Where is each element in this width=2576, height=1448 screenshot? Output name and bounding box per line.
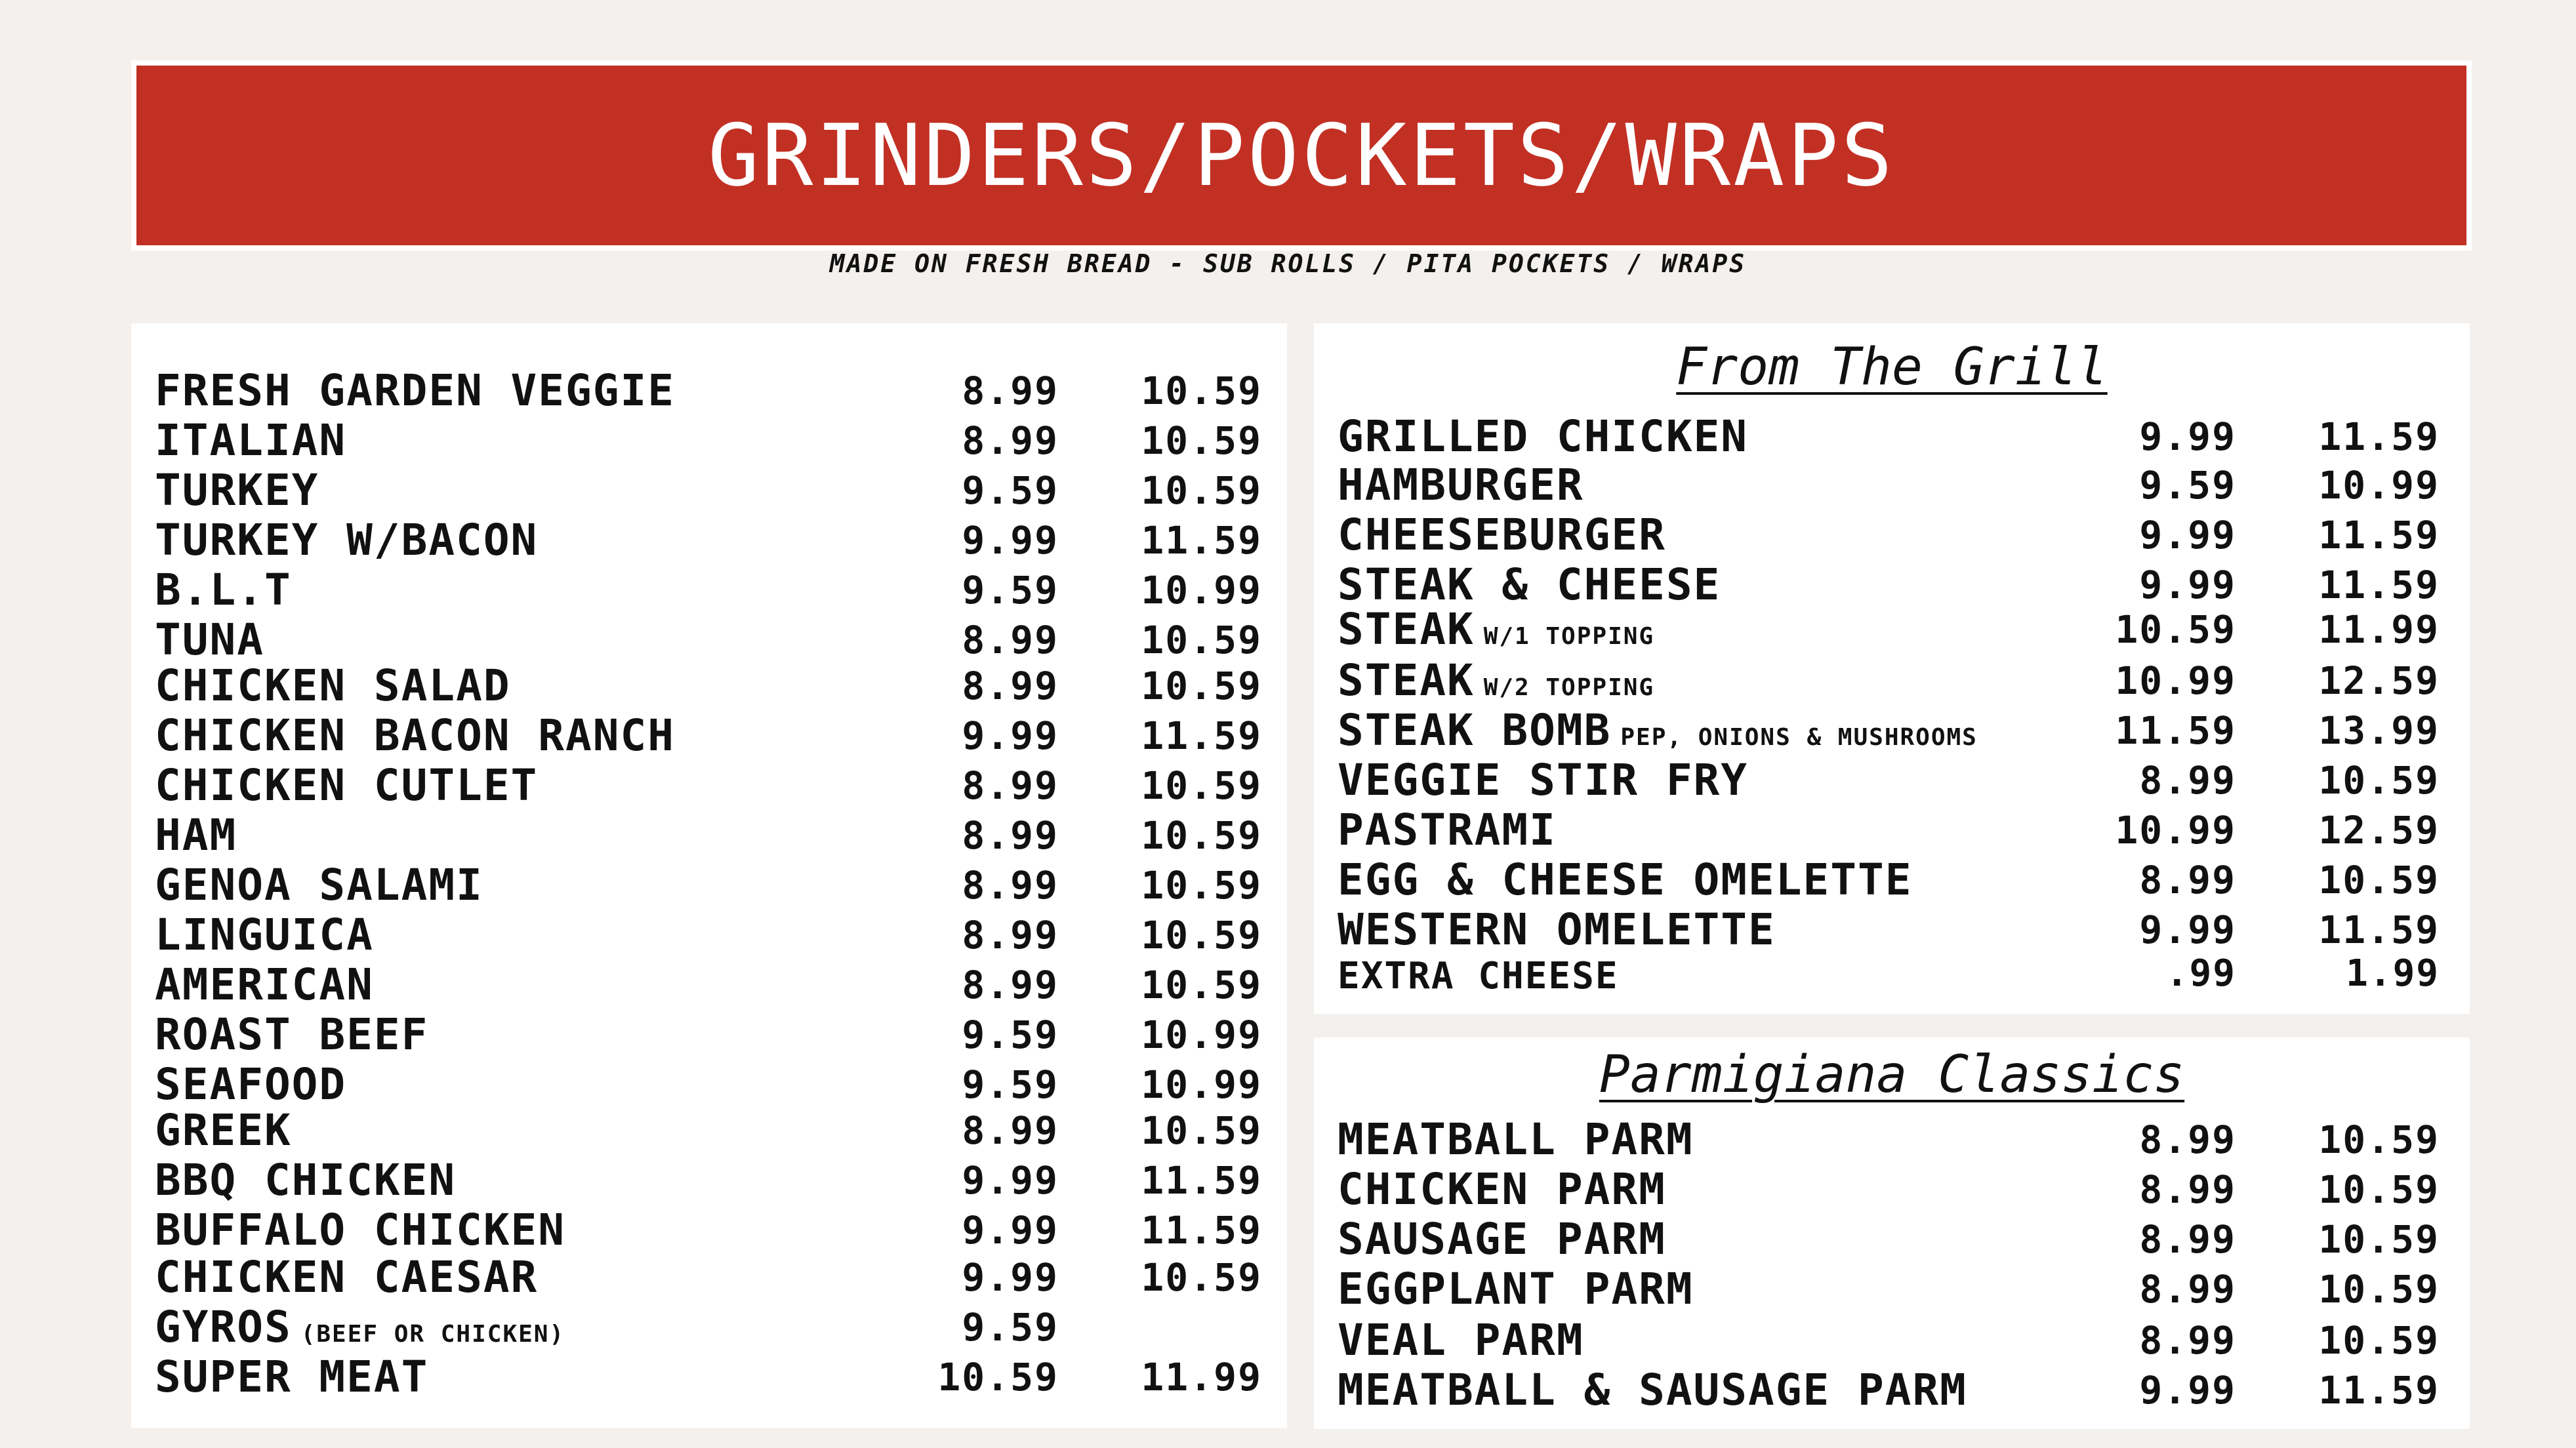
menu-item-price-large: 10.59: [1141, 1255, 1262, 1300]
menu-item-price-small: 8.99: [2139, 1267, 2236, 1312]
menu-item-name: [155, 565, 292, 615]
menu-item-row: [1314, 1161, 2470, 1215]
menu-item-price-small: 9.59: [962, 1062, 1059, 1107]
menu-item-price-small: 9.99: [2139, 908, 2236, 952]
menu-item-name: [155, 1155, 457, 1205]
menu-item-name: [155, 910, 374, 960]
menu-item-price-small: 9.99: [962, 714, 1059, 758]
menu-item-price-small: 8.99: [962, 1108, 1059, 1153]
menu-item-price-small: 10.99: [2115, 808, 2236, 853]
menu-item-price-small: 8.99: [962, 963, 1059, 1007]
menu-item-name-text: HAMBURGER: [1338, 460, 1584, 510]
menu-item-price-small: 9.99: [2139, 1368, 2236, 1413]
menu-item-price-large: 10.59: [1141, 1108, 1262, 1153]
menu-item-row: [131, 1202, 1287, 1255]
menu-item-name-text: STEAK: [1338, 604, 1475, 654]
menu-item-price-large: 10.99: [1141, 568, 1262, 613]
menu-item-name-text: EGGPLANT PARM: [1338, 1264, 1694, 1314]
menu-item-name-text: STEAK & CHEESE: [1338, 559, 1721, 610]
menu-item-name-text: AMERICAN: [155, 959, 374, 1010]
menu-item-price-large: 10.59: [1141, 618, 1262, 662]
menu-item-row: [131, 512, 1287, 565]
menu-item-price-large: 11.59: [1141, 1208, 1262, 1253]
parm-menu-panel: [1314, 1037, 2470, 1429]
menu-item-price-large: 10.59: [1141, 664, 1262, 708]
menu-item-row: [131, 857, 1287, 910]
menu-item-price-small: 8.99: [962, 913, 1059, 957]
main-menu-panel: [131, 323, 1287, 1428]
menu-item-name: [155, 1252, 539, 1302]
menu-item-price-large: 12.59: [2318, 808, 2440, 853]
menu-item-price-large: 10.59: [2318, 1267, 2440, 1312]
menu-item-name: [155, 465, 319, 515]
menu-item-name-text: SUPER MEAT: [155, 1352, 429, 1402]
menu-item-name-text: EGG & CHEESE OMELETTE: [1338, 855, 1913, 905]
menu-item-name-text: HAM: [155, 810, 237, 860]
menu-item-name: [155, 614, 264, 665]
menu-item-price-small: 8.99: [962, 418, 1059, 463]
menu-item-name-text: CHICKEN BACON RANCH: [155, 710, 675, 761]
menu-item-name: [155, 1205, 566, 1255]
menu-item-name: [1338, 604, 1655, 654]
menu-item-price-large: 10.59: [1141, 813, 1262, 858]
menu-item-row: [1314, 1261, 2470, 1314]
header-banner: [131, 60, 2472, 251]
menu-item-name: [1338, 1264, 1694, 1314]
menu-item-name: [1338, 955, 1619, 997]
menu-item-row: [131, 1299, 1287, 1352]
menu-item-row: [131, 1102, 1287, 1156]
menu-item-price-large: 10.59: [1141, 963, 1262, 1007]
grill-menu-panel: [1314, 323, 2470, 1014]
menu-item-name-text: TURKEY: [155, 465, 319, 515]
menu-item-row: [1314, 409, 2470, 462]
menu-item-name: [155, 515, 539, 565]
menu-item-name: [155, 760, 539, 811]
menu-item-price-small: 9.59: [2139, 463, 2236, 508]
menu-item-price-large: 11.59: [1141, 1158, 1262, 1203]
grill-section-title: From The Grill: [1676, 338, 2108, 397]
menu-item-name: [1338, 1365, 1967, 1415]
menu-item-name-text: BUFFALO CHICKEN: [155, 1205, 566, 1255]
page-title: GRINDERS/POCKETS/WRAPS: [708, 106, 1895, 205]
menu-item-price-large: 10.99: [1141, 1013, 1262, 1057]
menu-item-name-text: CHICKEN CUTLET: [155, 760, 539, 811]
menu-item-name: [155, 959, 374, 1010]
menu-item-price-small: 9.59: [962, 568, 1059, 613]
menu-item-row: [131, 462, 1287, 515]
parm-section-title: Parmigiana Classics: [1599, 1045, 2185, 1104]
menu-item-row: [131, 1249, 1287, 1302]
menu-item-name-text: ROAST BEEF: [155, 1009, 429, 1060]
menu-item-price-large: 11.59: [1141, 518, 1262, 563]
menu-item-price-small: 8.99: [962, 813, 1059, 858]
menu-item-name-text: STEAK: [1338, 655, 1475, 706]
menu-item-price-large: 10.59: [1141, 763, 1262, 808]
menu-item-price-large: 13.99: [2318, 708, 2440, 753]
menu-item-row: [131, 757, 1287, 811]
menu-item-name: [155, 415, 347, 466]
menu-item-name: [155, 1009, 429, 1060]
menu-item-note: PEP, ONIONS & MUSHROOMS: [1620, 724, 1978, 751]
menu-item-price-large: 11.99: [1141, 1355, 1262, 1399]
menu-item-row: [1314, 557, 2470, 610]
menu-item-name-text: TURKEY W/BACON: [155, 515, 539, 565]
menu-item-row: [1314, 902, 2470, 955]
page-subtitle: MADE ON FRESH BREAD - SUB ROLLS / PITA POCKETS / WRAPS: [829, 249, 1747, 278]
menu-item-name-text: VEGGIE STIR FRY: [1338, 755, 1749, 805]
menu-item-row: [1314, 752, 2470, 805]
menu-item-row: [1314, 1362, 2470, 1415]
menu-item-row: [1314, 702, 2470, 755]
menu-item-name: [1338, 460, 1584, 510]
menu-item-name: [155, 1059, 347, 1110]
menu-item-row: [131, 957, 1287, 1010]
menu-item-price-large: 11.59: [1141, 714, 1262, 758]
menu-item-price-small: 11.59: [2115, 708, 2236, 753]
menu-item-name: [1338, 1214, 1666, 1264]
menu-item-row: [131, 562, 1287, 615]
menu-item-price-small: 8.99: [2139, 758, 2236, 803]
menu-item-name: [155, 660, 511, 711]
menu-item-name-text: TUNA: [155, 614, 264, 665]
menu-item-row: [1314, 653, 2470, 706]
menu-item-price-large: 11.99: [2318, 607, 2440, 652]
menu-item-name: [1338, 559, 1721, 610]
menu-item-price-small: 9.99: [962, 1158, 1059, 1203]
menu-item-row: [131, 708, 1287, 761]
menu-item-price-large: 10.59: [1141, 468, 1262, 513]
menu-item-name-text: CHEESEBURGER: [1338, 510, 1666, 560]
menu-item-name-text: CHICKEN CAESAR: [155, 1252, 539, 1302]
menu-item-row: [131, 907, 1287, 960]
menu-item-price-large: 10.59: [2318, 1318, 2440, 1363]
menu-item-row: [131, 658, 1287, 711]
menu-item-name-text: ITALIAN: [155, 415, 347, 466]
menu-item-price-large: 10.59: [1141, 913, 1262, 957]
menu-item-row: [1314, 1312, 2470, 1365]
menu-item-price-large: 10.59: [2318, 1117, 2440, 1162]
menu-item-price-large: 11.59: [2318, 513, 2440, 557]
menu-item-row: [1314, 1211, 2470, 1264]
menu-item-price-small: 8.99: [2139, 1167, 2236, 1212]
menu-item-price-large: 10.59: [2318, 858, 2440, 902]
menu-item-name: [1338, 510, 1666, 560]
menu-item-name: [155, 1105, 292, 1156]
menu-item-row: [1314, 507, 2470, 560]
menu-item-price-large: 11.59: [2318, 563, 2440, 607]
menu-item-name: [1338, 655, 1655, 706]
menu-item-price-large: 10.59: [1141, 863, 1262, 908]
menu-item-price-small: 8.99: [962, 863, 1059, 908]
menu-item-price-small: 9.99: [962, 518, 1059, 563]
menu-item-price-small: 9.99: [2139, 414, 2236, 459]
menu-item-row: [131, 1152, 1287, 1205]
menu-item-name: [155, 1302, 565, 1352]
menu-item-price-small: 8.99: [962, 763, 1059, 808]
menu-item-name-text: SAUSAGE PARM: [1338, 1214, 1666, 1264]
menu-item-row: [131, 807, 1287, 860]
menu-item-price-large: 12.59: [2318, 658, 2440, 703]
menu-item-name: [155, 810, 237, 860]
menu-item-name: [155, 1352, 429, 1402]
menu-item-row: [131, 412, 1287, 466]
menu-item-name-text: EXTRA CHEESE: [1338, 955, 1619, 997]
menu-item-price-large: 10.59: [2318, 1217, 2440, 1262]
menu-item-price-large: 10.99: [1141, 1062, 1262, 1107]
menu-item-price-large: 10.59: [1141, 418, 1262, 463]
menu-item-name: [1338, 805, 1557, 855]
menu-item-name: [1338, 1114, 1694, 1165]
menu-item-name-text: GRILLED CHICKEN: [1338, 411, 1749, 462]
menu-item-price-large: 10.59: [2318, 758, 2440, 803]
menu-item-name-text: PASTRAMI: [1338, 805, 1557, 855]
menu-item-price-small: 9.99: [962, 1208, 1059, 1253]
menu-item-price-small: 10.59: [2115, 607, 2236, 652]
menu-item-row: [1314, 1112, 2470, 1165]
menu-item-note: W/1 TOPPING: [1483, 623, 1655, 650]
menu-item-note: W/2 TOPPING: [1483, 674, 1655, 701]
menu-item-name-text: WESTERN OMELETTE: [1338, 904, 1776, 955]
menu-item-row: [1314, 457, 2470, 510]
menu-item-price-small: 10.99: [2115, 658, 2236, 703]
menu-item-price-large: 10.59: [2318, 1167, 2440, 1212]
menu-item-name-text: GREEK: [155, 1105, 292, 1156]
menu-item-price-large: 11.59: [2318, 908, 2440, 952]
menu-item-price-small: 9.59: [962, 1305, 1059, 1350]
menu-item-row: [1314, 945, 2470, 995]
menu-item-row: [131, 1007, 1287, 1060]
menu-item-name: [155, 710, 675, 761]
menu-item-name: [1338, 855, 1913, 905]
menu-item-row: [131, 363, 1287, 416]
menu-item-price-small: 10.59: [937, 1355, 1059, 1399]
menu-item-price-small: 8.99: [962, 369, 1059, 413]
menu-item-price-small: 8.99: [2139, 1318, 2236, 1363]
menu-item-name: [1338, 1164, 1666, 1215]
menu-item-row: [1314, 601, 2470, 654]
menu-item-name-text: MEATBALL PARM: [1338, 1114, 1694, 1165]
menu-item-name: [1338, 705, 1978, 755]
menu-item-price-small: 9.99: [962, 1255, 1059, 1300]
menu-item-name-text: B.L.T: [155, 565, 292, 615]
menu-item-price-large: 1.99: [2346, 952, 2440, 995]
menu-item-price-small: 8.99: [962, 664, 1059, 708]
menu-item-row: [1314, 852, 2470, 905]
menu-item-name-text: FRESH GARDEN VEGGIE: [155, 365, 675, 416]
menu-item-price-large: 11.59: [2318, 414, 2440, 459]
menu-item-name: [155, 365, 675, 416]
menu-item-name-text: CHICKEN SALAD: [155, 660, 511, 711]
menu-item-name: [1338, 411, 1749, 462]
menu-item-price-small: 9.59: [962, 1013, 1059, 1057]
menu-item-price-small: 8.99: [962, 618, 1059, 662]
menu-item-name-text: BBQ CHICKEN: [155, 1155, 457, 1205]
menu-item-price-small: 9.59: [962, 468, 1059, 513]
menu-item-name: [1338, 755, 1749, 805]
menu-item-price-small: 9.99: [2139, 513, 2236, 557]
menu-item-row: [131, 1056, 1287, 1110]
menu-item-name-text: CHICKEN PARM: [1338, 1164, 1666, 1215]
menu-item-row: [131, 612, 1287, 665]
menu-item-name-text: GYROS: [155, 1302, 292, 1352]
menu-item-row: [1314, 802, 2470, 855]
menu-item-price-small: 9.99: [2139, 563, 2236, 607]
menu-item-price-small: 8.99: [2139, 1217, 2236, 1262]
menu-item-name: [1338, 1315, 1584, 1365]
menu-item-name-text: SEAFOOD: [155, 1059, 347, 1110]
menu-item-name-text: LINGUICA: [155, 910, 374, 960]
header-band: [136, 66, 2466, 245]
menu-item-price-large: 10.99: [2318, 463, 2440, 508]
menu-item-name-text: GENOA SALAMI: [155, 860, 483, 910]
menu-item-price-large: 10.59: [1141, 369, 1262, 413]
menu-item-price-large: 11.59: [2318, 1368, 2440, 1413]
menu-item-name-text: MEATBALL & SAUSAGE PARM: [1338, 1365, 1967, 1415]
menu-item-price-small: 8.99: [2139, 858, 2236, 902]
menu-item-note: (BEEF OR CHICKEN): [300, 1321, 565, 1348]
menu-item-name-text: VEAL PARM: [1338, 1315, 1584, 1365]
menu-item-price-small: 8.99: [2139, 1117, 2236, 1162]
menu-item-row: [131, 1349, 1287, 1402]
menu-item-price-small: .99: [2165, 952, 2236, 995]
menu-item-name: [155, 860, 483, 910]
menu-item-name-text: STEAK BOMB: [1338, 705, 1612, 755]
